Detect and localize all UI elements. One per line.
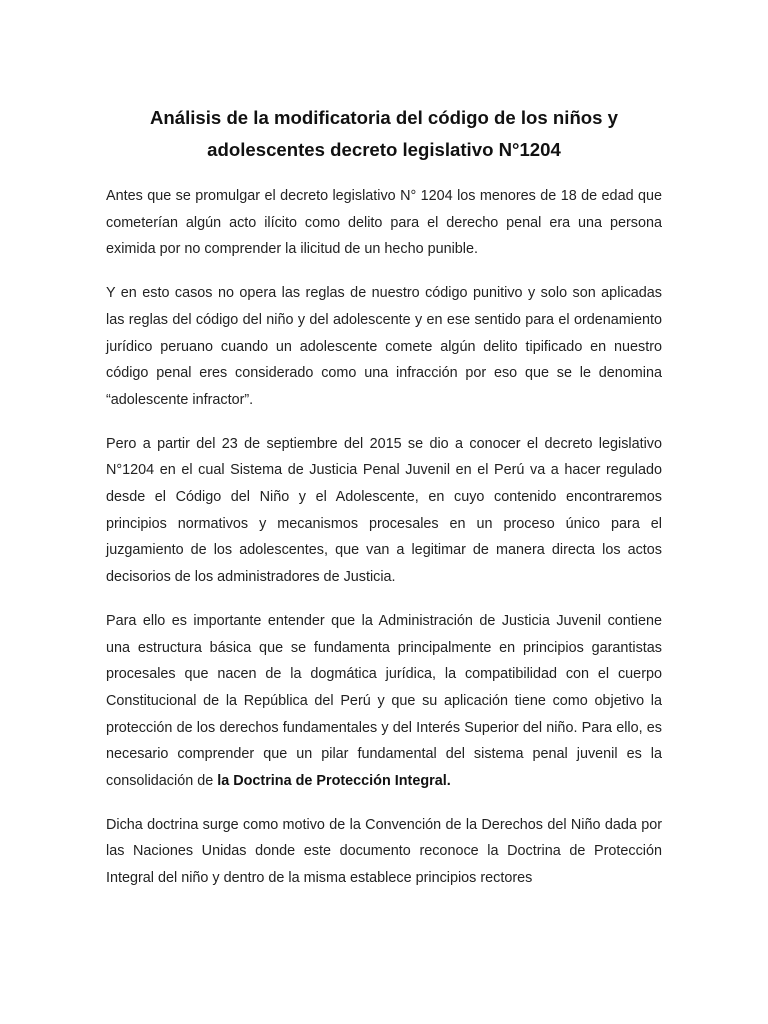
paragraph-4-text: Para ello es importante entender que la Administración de Justicia Juvenil contiene una estructura básica que se fundamenta principalmente en principios garantistas procesales que nacen de la dogmática jurídica, la compatibilidad con el cuerpo Constitucional de la República del Perú y que su aplicación tiene como objetivo la protección de los derechos fundamentales y del Interés Superior del niño. Para ello, es necesario comprender que un pilar fundamental del sistema penal juvenil es la consolidación de <box>106 612 662 790</box>
paragraph-3: Pero a partir del 23 de septiembre del 2015 se dio a conocer el decreto legislativo N°1204 en el cual Sistema de Justicia Penal Juvenil en el Perú va a hacer regulado desde el Código del Niño y el Adolescente, en cuyo contenido encontraremos principios normativos y mecanismos procesales en un proceso único para el juzgamiento de los adolescentes, que van a legitimar de manera directa los actos decisorios de los administradores de Justicia. <box>106 435 662 586</box>
paragraph-4 <box>106 608 662 795</box>
paragraph-1: Antes que se promulgar el decreto legislativo N° 1204 los menores de 18 de edad que cometerían algún acto ilícito como delito para el derecho penal era una persona eximida por no comprender la ilicitud de un hecho punible. <box>106 188 662 258</box>
document-title: Análisis de la modificatoria del código de los niños y adolescentes decreto legislativo N°1204 <box>149 107 619 160</box>
paragraph-2: Y en esto casos no opera las reglas de nuestro código punitivo y solo son aplicadas las reglas del código del niño y del adolescente y en ese sentido para el ordenamiento jurídico peruano cuando un adolescente comete algún delito tipificado en nuestro código penal eres considerado como una infracción por eso que se le denomina “adolescente infractor”. <box>106 285 662 408</box>
paragraph-4-bold-term: la Doctrina de Protección Integral. <box>217 773 451 790</box>
paragraph-5: Dicha doctrina surge como motivo de la Convención de la Derechos del Niño dada por las Naciones Unidas donde este documento reconoce la Doctrina de Protección Integral del niño y dentro de la misma establece principios rectores <box>106 816 662 887</box>
